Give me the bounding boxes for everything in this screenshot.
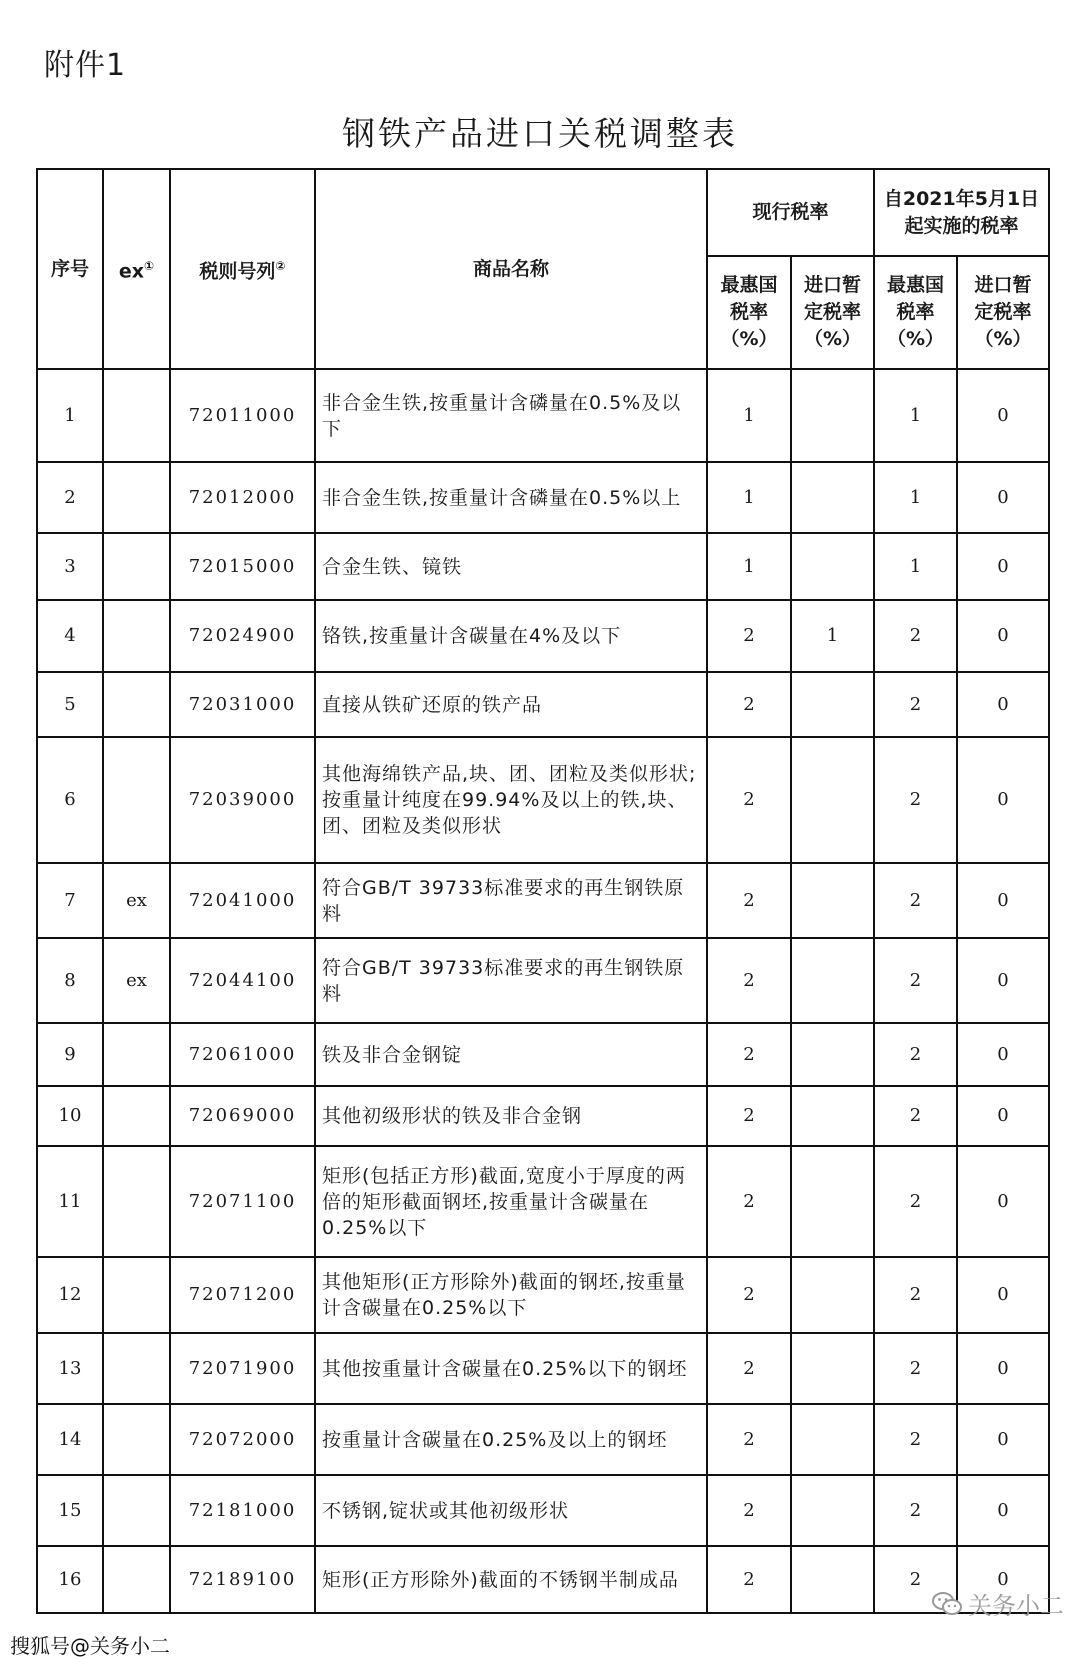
table-row [37,1333,1049,1404]
table-row [37,600,1049,672]
cell-current-provisional [791,1404,874,1475]
cell-name: 其他按重量计含碳量在0.25%以下的钢坯 [315,1333,707,1404]
cell-name: 按重量计含碳量在0.25%及以上的钢坯 [315,1404,707,1475]
tariff-body [37,369,1049,1613]
cell-seq: 3 [37,533,103,600]
cell-new-provisional: 0 [957,600,1049,672]
cell-ex [103,1146,170,1257]
cell-ex [103,1257,170,1333]
cell-ex [103,462,170,533]
cell-seq: 16 [37,1546,103,1613]
cell-name: 符合GB/T 39733标准要求的再生钢铁原料 [315,863,707,938]
table-row [37,1086,1049,1146]
cell-code: 72071200 [170,1257,315,1333]
cell-code: 72012000 [170,462,315,533]
cell-new-mfn: 2 [874,1546,957,1613]
cell-code: 72181000 [170,1475,315,1546]
cell-new-provisional: 0 [957,369,1049,462]
cell-new-mfn: 2 [874,1146,957,1257]
cell-new-mfn: 2 [874,1257,957,1333]
cell-current-mfn: 2 [707,1475,791,1546]
cell-code: 72044100 [170,938,315,1023]
cell-current-mfn: 2 [707,1404,791,1475]
cell-ex [103,600,170,672]
cell-ex [103,1086,170,1146]
header-current-provisional: 进口暂 定税率 （%） [791,256,874,369]
cell-new-mfn: 1 [874,369,957,462]
cell-current-provisional [791,938,874,1023]
cell-name: 不锈钢,锭状或其他初级形状 [315,1475,707,1546]
cell-seq: 6 [37,737,103,863]
cell-ex [103,1546,170,1613]
cell-current-provisional [791,1257,874,1333]
cell-new-mfn: 2 [874,938,957,1023]
cell-current-provisional [791,1475,874,1546]
cell-current-provisional [791,1086,874,1146]
cell-seq: 2 [37,462,103,533]
cell-new-mfn: 2 [874,1404,957,1475]
cell-current-mfn: 2 [707,1333,791,1404]
table-row [37,462,1049,533]
tariff-table [36,168,1050,1614]
cell-new-mfn: 2 [874,1475,957,1546]
header-seq: 序号 [37,169,103,369]
cell-new-mfn: 1 [874,533,957,600]
footnote-mark: ② [275,258,286,273]
cell-new-mfn: 2 [874,737,957,863]
header-new-rate: 自2021年5月1日 起实施的税率 [874,169,1049,256]
cell-new-mfn: 2 [874,1023,957,1086]
cell-new-mfn: 2 [874,1333,957,1404]
cell-code: 72039000 [170,737,315,863]
cell-new-mfn: 2 [874,863,957,938]
cell-current-provisional [791,369,874,462]
header-new-provisional: 进口暂 定税率 （%） [957,256,1049,369]
cell-current-provisional: 1 [791,600,874,672]
cell-new-provisional: 0 [957,737,1049,863]
cell-seq: 14 [37,1404,103,1475]
cell-name: 铁及非合金钢锭 [315,1023,707,1086]
cell-code: 72069000 [170,1086,315,1146]
cell-ex: ex [103,938,170,1023]
wechat-watermark [932,1586,1064,1621]
cell-current-provisional [791,737,874,863]
cell-new-provisional: 0 [957,462,1049,533]
cell-ex [103,1023,170,1086]
cell-code: 72024900 [170,600,315,672]
cell-new-provisional: 0 [957,938,1049,1023]
cell-name: 符合GB/T 39733标准要求的再生钢铁原料 [315,938,707,1023]
cell-ex [103,737,170,863]
cell-current-mfn: 2 [707,1086,791,1146]
cell-current-provisional [791,1146,874,1257]
cell-name: 合金生铁、镜铁 [315,533,707,600]
cell-seq: 9 [37,1023,103,1086]
cell-seq: 5 [37,672,103,737]
cell-seq: 12 [37,1257,103,1333]
table-row [37,1146,1049,1257]
cell-seq: 11 [37,1146,103,1257]
cell-code: 72071900 [170,1333,315,1404]
cell-seq: 13 [37,1333,103,1404]
table-row [37,369,1049,462]
cell-code: 72061000 [170,1023,315,1086]
cell-current-mfn: 2 [707,600,791,672]
table-row [37,1475,1049,1546]
cell-code: 72011000 [170,369,315,462]
cell-new-provisional: 0 [957,863,1049,938]
cell-ex [103,672,170,737]
cell-seq: 7 [37,863,103,938]
cell-current-provisional [791,863,874,938]
cell-ex [103,1333,170,1404]
header-new-mfn: 最惠国 税率 （%） [874,256,957,369]
cell-ex [103,369,170,462]
cell-current-provisional [791,1333,874,1404]
cell-current-provisional [791,1023,874,1086]
cell-current-mfn: 2 [707,1257,791,1333]
cell-name: 非合金生铁,按重量计含磷量在0.5%及以下 [315,369,707,462]
cell-new-provisional: 0 [957,672,1049,737]
cell-new-provisional: 0 [957,1404,1049,1475]
table-row [37,1546,1049,1613]
cell-ex [103,1475,170,1546]
cell-code: 72072000 [170,1404,315,1475]
table-row [37,938,1049,1023]
cell-ex: ex [103,863,170,938]
header-name: 商品名称 [315,169,707,369]
header-code: 税则号列② [170,169,315,369]
footnote-mark: ① [143,258,155,273]
cell-code: 72189100 [170,1546,315,1613]
table-row [37,1404,1049,1475]
table-row [37,672,1049,737]
wechat-icon [932,1591,962,1617]
cell-name: 其他初级形状的铁及非合金钢 [315,1086,707,1146]
cell-seq: 4 [37,600,103,672]
cell-current-mfn: 2 [707,863,791,938]
cell-name: 矩形(正方形除外)截面的不锈钢半制成品 [315,1546,707,1613]
cell-new-provisional: 0 [957,1475,1049,1546]
cell-current-mfn: 2 [707,938,791,1023]
cell-new-provisional: 0 [957,533,1049,600]
cell-current-provisional [791,533,874,600]
cell-current-mfn: 2 [707,672,791,737]
cell-seq: 1 [37,369,103,462]
attachment-label: 附件1 [44,48,127,83]
cell-current-mfn: 2 [707,737,791,863]
cell-code: 72041000 [170,863,315,938]
cell-new-provisional: 0 [957,1546,1049,1613]
cell-name: 铬铁,按重量计含碳量在4%及以下 [315,600,707,672]
cell-current-provisional [791,672,874,737]
cell-code: 72031000 [170,672,315,737]
cell-current-provisional [791,462,874,533]
document-title: 钢铁产品进口关税调整表 [342,114,738,153]
cell-name: 直接从铁矿还原的铁产品 [315,672,707,737]
cell-new-provisional: 0 [957,1023,1049,1086]
header-current-rate: 现行税率 [707,169,874,256]
cell-code: 72015000 [170,533,315,600]
cell-current-mfn: 1 [707,369,791,462]
cell-name: 其他矩形(正方形除外)截面的钢坯,按重量计含碳量在0.25%以下 [315,1257,707,1333]
cell-ex [103,533,170,600]
cell-name: 非合金生铁,按重量计含磷量在0.5%以上 [315,462,707,533]
table-row [37,533,1049,600]
cell-current-mfn: 1 [707,533,791,600]
header-ex: ex① [103,169,170,369]
table-row [37,1023,1049,1086]
cell-seq: 15 [37,1475,103,1546]
cell-current-mfn: 2 [707,1546,791,1613]
cell-seq: 10 [37,1086,103,1146]
cell-new-mfn: 2 [874,1086,957,1146]
cell-new-mfn: 1 [874,462,957,533]
table-row [37,1257,1049,1333]
cell-name: 其他海绵铁产品,块、团、团粒及类似形状;按重量计纯度在99.94%及以上的铁,块、团、团粒及类似形状 [315,737,707,863]
cell-current-provisional [791,1546,874,1613]
cell-current-mfn: 2 [707,1146,791,1257]
cell-new-mfn: 2 [874,672,957,737]
cell-new-provisional: 0 [957,1257,1049,1333]
table-row [37,737,1049,863]
cell-new-provisional: 0 [957,1333,1049,1404]
cell-current-mfn: 1 [707,462,791,533]
cell-code: 72071100 [170,1146,315,1257]
cell-new-mfn: 2 [874,600,957,672]
cell-ex [103,1404,170,1475]
table-row [37,863,1049,938]
cell-current-mfn: 2 [707,1023,791,1086]
cell-new-provisional: 0 [957,1086,1049,1146]
sohu-watermark: 搜狐号@关务小二 [10,1634,170,1658]
header-current-mfn: 最惠国 税率 （%） [707,256,791,369]
cell-name: 矩形(包括正方形)截面,宽度小于厚度的两倍的矩形截面钢坯,按重量计含碳量在0.25%以下 [315,1146,707,1257]
wechat-watermark-text: 关务小二 [968,1592,1064,1620]
cell-seq: 8 [37,938,103,1023]
cell-new-provisional: 0 [957,1146,1049,1257]
